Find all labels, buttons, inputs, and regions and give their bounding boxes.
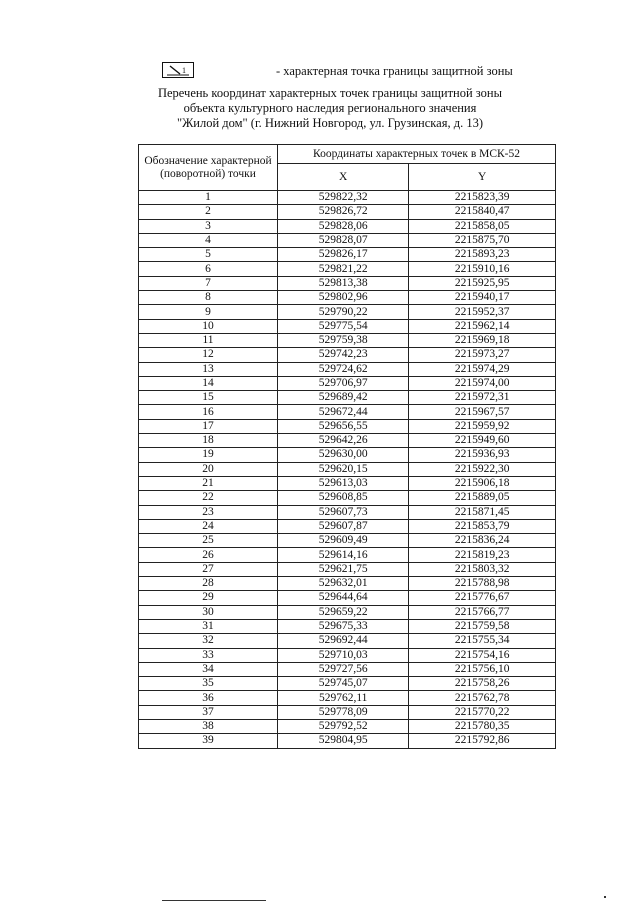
cell-y: 2215959,92 [409, 419, 556, 433]
cell-x: 529614,16 [278, 548, 409, 562]
table-row [139, 319, 556, 333]
cell-point: 28 [139, 577, 278, 591]
table-row [139, 705, 556, 719]
cell-point: 10 [139, 319, 278, 333]
cell-point: 32 [139, 634, 278, 648]
cell-x: 529745,07 [278, 677, 409, 691]
cell-x: 529607,87 [278, 519, 409, 533]
cell-x: 529727,56 [278, 662, 409, 676]
cell-y: 2215949,60 [409, 434, 556, 448]
cell-y: 2215754,16 [409, 648, 556, 662]
cell-y: 2215788,98 [409, 577, 556, 591]
boundary-point-icon [162, 62, 194, 78]
cell-point: 13 [139, 362, 278, 376]
cell-x: 529710,03 [278, 648, 409, 662]
cell-x: 529609,49 [278, 534, 409, 548]
table-row [139, 577, 556, 591]
boundary-point-label: 1 [182, 66, 186, 75]
cell-y: 2215973,27 [409, 348, 556, 362]
cell-x: 529822,32 [278, 191, 409, 205]
cell-x: 529692,44 [278, 634, 409, 648]
cell-y: 2215972,31 [409, 391, 556, 405]
cell-y: 2215969,18 [409, 333, 556, 347]
table-row [139, 376, 556, 390]
cell-point: 6 [139, 262, 278, 276]
cell-x: 529828,06 [278, 219, 409, 233]
cell-point: 20 [139, 462, 278, 476]
cell-y: 2215922,30 [409, 462, 556, 476]
legend [162, 62, 194, 78]
cell-x: 529642,26 [278, 434, 409, 448]
cell-x: 529775,54 [278, 319, 409, 333]
cell-x: 529672,44 [278, 405, 409, 419]
cell-y: 2215889,05 [409, 491, 556, 505]
footer-divider [162, 900, 266, 901]
table-row [139, 519, 556, 533]
cell-x: 529742,23 [278, 348, 409, 362]
cell-point: 4 [139, 233, 278, 247]
cell-x: 529675,33 [278, 619, 409, 633]
table-row [139, 362, 556, 376]
table-row [139, 491, 556, 505]
table-row [139, 248, 556, 262]
table-row [139, 691, 556, 705]
table-row [139, 548, 556, 562]
table-row [139, 719, 556, 733]
cell-point: 27 [139, 562, 278, 576]
cell-x: 529608,85 [278, 491, 409, 505]
cell-y: 2215766,77 [409, 605, 556, 619]
cell-x: 529828,07 [278, 233, 409, 247]
cell-y: 2215962,14 [409, 319, 556, 333]
cell-x: 529790,22 [278, 305, 409, 319]
cell-x: 529813,38 [278, 276, 409, 290]
cell-y: 2215762,78 [409, 691, 556, 705]
cell-y: 2215758,26 [409, 677, 556, 691]
title-line-3: "Жилой дом" (г. Нижний Новгород, ул. Грузинская, д. 13) [176, 116, 483, 130]
cell-point: 19 [139, 448, 278, 462]
cell-point: 9 [139, 305, 278, 319]
cell-point: 36 [139, 691, 278, 705]
cell-point: 29 [139, 591, 278, 605]
cell-point: 24 [139, 519, 278, 533]
cell-point: 21 [139, 476, 278, 490]
cell-y: 2215974,29 [409, 362, 556, 376]
cell-x: 529826,72 [278, 205, 409, 219]
table-row [139, 219, 556, 233]
cell-x: 529613,03 [278, 476, 409, 490]
cell-point: 38 [139, 719, 278, 733]
table-row [139, 305, 556, 319]
cell-point: 3 [139, 219, 278, 233]
table-row [139, 476, 556, 490]
cell-point: 33 [139, 648, 278, 662]
table-row [139, 262, 556, 276]
header-coordinates: Координаты характерных точек в МСК-52 [278, 145, 556, 164]
cell-y: 2215893,23 [409, 248, 556, 262]
cell-y: 2215875,70 [409, 233, 556, 247]
cell-point: 12 [139, 348, 278, 362]
title-line-2: объекта культурного наследия регионального значения [183, 101, 477, 115]
table-row [139, 191, 556, 205]
cell-x: 529659,22 [278, 605, 409, 619]
cell-point: 37 [139, 705, 278, 719]
cell-x: 529762,11 [278, 691, 409, 705]
table-row [139, 505, 556, 519]
cell-point: 39 [139, 734, 278, 748]
legend-text: - характерная точка границы защитной зоны [276, 64, 513, 78]
cell-y: 2215967,57 [409, 405, 556, 419]
table-row [139, 734, 556, 748]
cell-y: 2215940,17 [409, 291, 556, 305]
table-row [139, 205, 556, 219]
cell-y: 2215952,37 [409, 305, 556, 319]
table-row [139, 634, 556, 648]
title-line-1: Перечень координат характерных точек границы защитной зоны [157, 86, 503, 100]
cell-y: 2215756,10 [409, 662, 556, 676]
cell-y: 2215906,18 [409, 476, 556, 490]
cell-point: 14 [139, 376, 278, 390]
cell-x: 529632,01 [278, 577, 409, 591]
cell-x: 529826,17 [278, 248, 409, 262]
cell-y: 2215792,86 [409, 734, 556, 748]
table-row [139, 534, 556, 548]
cell-x: 529607,73 [278, 505, 409, 519]
table-row [139, 434, 556, 448]
cell-x: 529630,00 [278, 448, 409, 462]
coordinates-table [138, 144, 556, 749]
cell-point: 1 [139, 191, 278, 205]
cell-y: 2215759,58 [409, 619, 556, 633]
cell-point: 35 [139, 677, 278, 691]
cell-x: 529689,42 [278, 391, 409, 405]
cell-point: 11 [139, 333, 278, 347]
cell-y: 2215803,32 [409, 562, 556, 576]
table-row [139, 605, 556, 619]
cell-x: 529802,96 [278, 291, 409, 305]
table-row [139, 619, 556, 633]
cell-x: 529706,97 [278, 376, 409, 390]
cell-y: 2215755,34 [409, 634, 556, 648]
cell-point: 17 [139, 419, 278, 433]
table-row [139, 677, 556, 691]
cell-y: 2215871,45 [409, 505, 556, 519]
table-row [139, 348, 556, 362]
cell-point: 30 [139, 605, 278, 619]
cell-y: 2215823,39 [409, 191, 556, 205]
cell-point: 8 [139, 291, 278, 305]
table-row [139, 591, 556, 605]
table-row [139, 562, 556, 576]
cell-y: 2215925,95 [409, 276, 556, 290]
cell-point: 25 [139, 534, 278, 548]
cell-y: 2215910,16 [409, 262, 556, 276]
table-row [139, 276, 556, 290]
table-row [139, 405, 556, 419]
table-row [139, 448, 556, 462]
cell-y: 2215819,23 [409, 548, 556, 562]
table-row [139, 648, 556, 662]
cell-x: 529724,62 [278, 362, 409, 376]
cell-point: 23 [139, 505, 278, 519]
cell-x: 529656,55 [278, 419, 409, 433]
cell-point: 5 [139, 248, 278, 262]
cell-y: 2215853,79 [409, 519, 556, 533]
cell-point: 16 [139, 405, 278, 419]
cell-x: 529821,22 [278, 262, 409, 276]
cell-x: 529778,09 [278, 705, 409, 719]
table-body [139, 191, 556, 749]
cell-y: 2215858,05 [409, 219, 556, 233]
cell-x: 529644,64 [278, 591, 409, 605]
cell-y: 2215840,47 [409, 205, 556, 219]
table-row [139, 662, 556, 676]
cell-x: 529620,15 [278, 462, 409, 476]
cell-point: 31 [139, 619, 278, 633]
cell-point: 2 [139, 205, 278, 219]
table-row [139, 462, 556, 476]
cell-y: 2215780,35 [409, 719, 556, 733]
cell-point: 26 [139, 548, 278, 562]
cell-y: 2215936,93 [409, 448, 556, 462]
header-point-name: Обозначение характерной (поворотной) точки [139, 145, 278, 191]
table-row [139, 291, 556, 305]
cell-y: 2215974,00 [409, 376, 556, 390]
table-row [139, 419, 556, 433]
cell-x: 529792,52 [278, 719, 409, 733]
cell-point: 18 [139, 434, 278, 448]
cell-y: 2215836,24 [409, 534, 556, 548]
page-mark [604, 896, 606, 898]
cell-y: 2215776,67 [409, 591, 556, 605]
cell-point: 22 [139, 491, 278, 505]
table-row [139, 233, 556, 247]
cell-point: 34 [139, 662, 278, 676]
table-row [139, 391, 556, 405]
cell-x: 529804,95 [278, 734, 409, 748]
header-y: Y [409, 164, 556, 191]
cell-y: 2215770,22 [409, 705, 556, 719]
header-x: X [278, 164, 409, 191]
cell-point: 15 [139, 391, 278, 405]
cell-x: 529621,75 [278, 562, 409, 576]
table-row [139, 333, 556, 347]
cell-point: 7 [139, 276, 278, 290]
cell-x: 529759,38 [278, 333, 409, 347]
